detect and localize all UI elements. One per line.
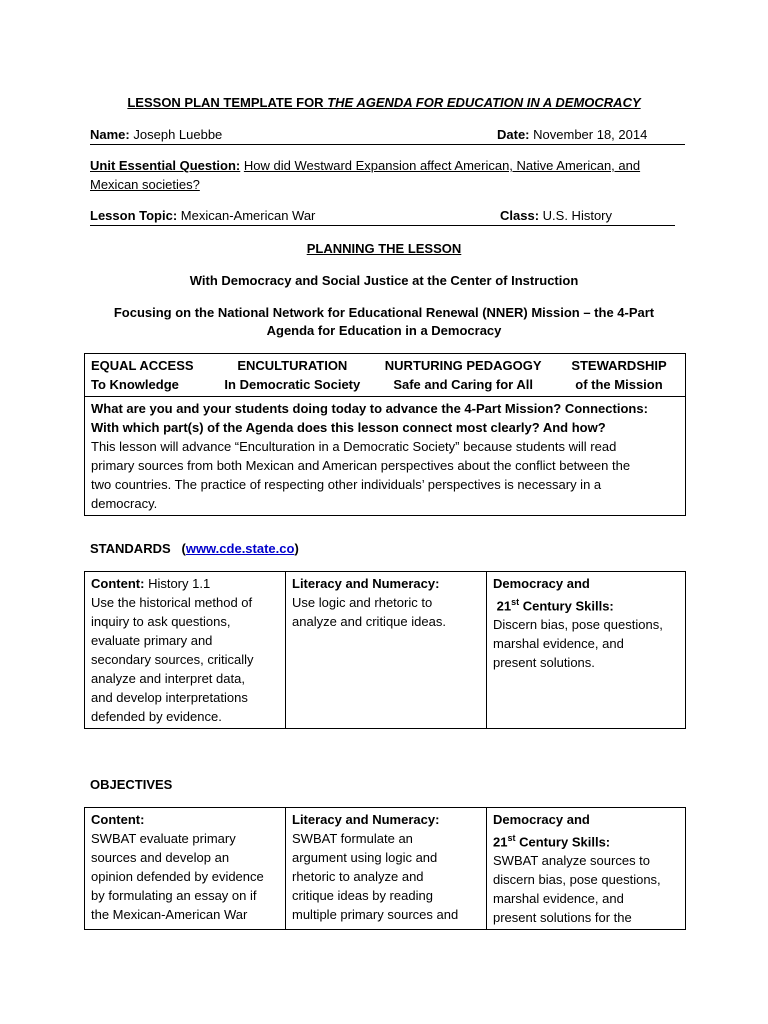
mission-answer1: This lesson will advance “Enculturation in a Democratic Society” because students will read — [91, 439, 617, 454]
class-value: U.S. History — [542, 208, 612, 223]
mission-answer-cell — [85, 397, 686, 516]
standards-democracy-label1: Democracy and — [493, 576, 590, 591]
standards-content-line: Use the historical method of — [91, 595, 253, 610]
mission-answer4: democracy. — [91, 496, 158, 511]
class-label: Class: — [500, 208, 540, 223]
name-value: Joseph Luebbe — [133, 127, 223, 142]
objectives-literacy-line: critique ideas by reading — [292, 888, 433, 903]
standards-democracy-sup: st — [511, 597, 520, 607]
standards-heading: STANDARDS (www.cde.state.co) — [90, 541, 299, 556]
essential-question-label: Unit Essential Question: — [90, 158, 241, 173]
standards-table — [84, 571, 686, 729]
mission-header-bottom — [91, 375, 679, 394]
essential-question-line1 — [90, 158, 640, 173]
standards-democracy-line: present solutions. — [493, 655, 595, 671]
mission-header-enculturation: ENCULTURATION — [237, 358, 348, 373]
focus-line1: Focusing on the National Network for Educational Renewal (NNER) Mission – the 4-Part — [113, 305, 655, 320]
focus-line2: Agenda for Education in a Democracy — [266, 323, 502, 338]
standards-literacy-cell — [286, 572, 487, 729]
lesson-topic-value: Mexican-American War — [180, 208, 316, 223]
essential-question-text2: Mexican societies? — [90, 177, 200, 192]
objectives-heading: OBJECTIVES — [90, 777, 173, 792]
standards-content-line: evaluate primary and — [91, 633, 213, 648]
standards-content-label: Content: — [91, 576, 145, 591]
standards-democracy-cell — [487, 572, 686, 729]
standards-democracy-line: marshal evidence, and — [493, 636, 624, 652]
mission-sub-mission: of the Mission — [575, 377, 663, 392]
planning-heading: PLANNING THE LESSON — [306, 241, 462, 256]
objectives-content-line: sources and develop an — [91, 850, 230, 865]
name-date-row — [90, 127, 685, 145]
mission-sub-knowledge: To Knowledge — [91, 377, 179, 392]
objectives-literacy-line: SWBAT formulate an — [292, 831, 413, 846]
mission-sub-safe: Safe and Caring for All — [393, 377, 533, 392]
objectives-democracy-label1: Democracy and — [493, 812, 590, 827]
standards-content-line: secondary sources, critically — [91, 652, 254, 667]
objectives-literacy-line: argument using logic and — [292, 850, 438, 865]
objectives-content-cell — [85, 808, 286, 930]
mission-sub-democratic: In Democratic Society — [224, 377, 361, 392]
objectives-democracy-line: discern bias, pose questions, — [493, 872, 661, 888]
standards-content-line: analyze and interpret data, — [91, 671, 245, 686]
mission-header-top — [91, 356, 679, 375]
objectives-democracy-sup: st — [507, 833, 516, 843]
objectives-content-label: Content: — [91, 812, 145, 827]
topic-class-row — [90, 208, 675, 226]
objectives-democracy-label2: Century Skills: — [515, 834, 611, 850]
title-italic: THE AGENDA FOR EDUCATION IN A DEMOCRACY — [327, 95, 641, 110]
date-value: November 18, 2014 — [533, 127, 648, 142]
democracy-heading: With Democracy and Social Justice at the Center of Instruction — [189, 273, 579, 288]
objectives-content-line: SWBAT evaluate primary — [91, 831, 236, 846]
date-field — [497, 127, 647, 142]
essential-question-line2 — [90, 177, 200, 192]
mission-question1: What are you and your students doing today to advance the 4-Part Mission? Connections: — [91, 401, 648, 416]
objectives-democracy-line: SWBAT analyze sources to — [493, 853, 651, 869]
mission-answer3: two countries. The practice of respecting other individuals’ perspectives is necessary in a — [91, 477, 602, 492]
standards-content-line: defended by evidence. — [91, 709, 222, 724]
title-prefix: LESSON PLAN TEMPLATE FOR — [127, 95, 328, 110]
standards-link[interactable]: www.cde.state.co — [185, 541, 295, 556]
objectives-literacy-cell — [286, 808, 487, 930]
objectives-literacy-line: rhetoric to analyze and — [292, 869, 424, 884]
objectives-democracy-line: present solutions for the — [493, 910, 632, 926]
lesson-topic-label: Lesson Topic: — [90, 208, 178, 223]
objectives-democracy-num: 21 — [493, 834, 508, 850]
standards-content-line: inquiry to ask questions, — [91, 614, 231, 629]
class-field — [500, 208, 612, 223]
document-title — [0, 95, 768, 110]
mission-header-nurturing: NURTURING PEDAGOGY — [384, 358, 542, 373]
mission-table — [84, 353, 686, 516]
standards-democracy-num: 21 — [496, 598, 512, 614]
objectives-literacy-line: multiple primary sources and — [292, 907, 459, 922]
standards-content-line: and develop interpretations — [91, 690, 248, 705]
mission-question2: With which part(s) of the Agenda does this lesson connect most clearly? And how? — [91, 420, 606, 435]
objectives-literacy-label: Literacy and Numeracy: — [292, 812, 440, 827]
standards-democracy-line: Discern bias, pose questions, — [493, 617, 663, 633]
objectives-democracy-line: marshal evidence, and — [493, 891, 624, 907]
mission-header-cell — [85, 354, 686, 397]
objectives-democracy-cell — [487, 808, 686, 930]
name-label: Name: — [90, 127, 130, 142]
objectives-content-line: the Mexican-American War — [91, 907, 248, 922]
date-label: Date: — [497, 127, 530, 142]
mission-header-stewardship: STEWARDSHIP — [571, 358, 667, 373]
standards-literacy-line: Use logic and rhetoric to — [292, 595, 433, 610]
mission-header-equal-access: EQUAL ACCESS — [91, 358, 194, 373]
standards-literacy-line: analyze and critique ideas. — [292, 614, 446, 629]
standards-content-title: History 1.1 — [148, 576, 211, 591]
objectives-content-line: by formulating an essay on if — [91, 888, 257, 903]
essential-question-text1: How did Westward Expansion affect American, Native American, and — [243, 158, 641, 173]
standards-label: STANDARDS — [90, 541, 171, 556]
standards-content-cell — [85, 572, 286, 729]
standards-democracy-label2: Century Skills: — [519, 598, 614, 614]
mission-answer2: primary sources from both Mexican and American perspectives about the conflict between the — [91, 458, 631, 473]
objectives-table — [84, 807, 686, 930]
objectives-content-line: opinion defended by evidence — [91, 869, 264, 884]
standards-literacy-label: Literacy and Numeracy: — [292, 576, 440, 591]
